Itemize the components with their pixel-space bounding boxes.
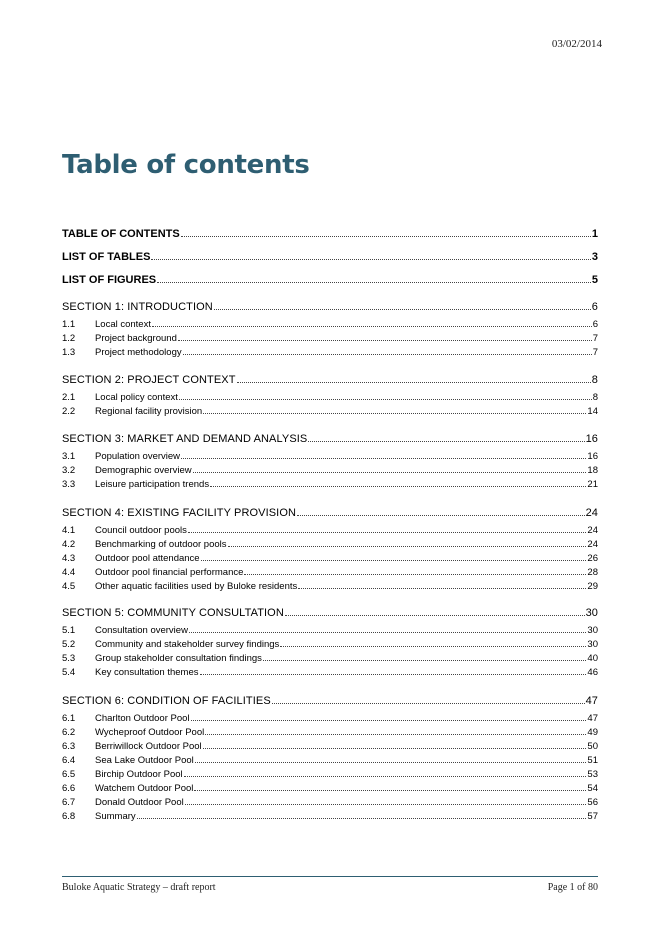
toc-subsection-text bbox=[62, 783, 193, 794]
toc-subsection-label: Sea Lake Outdoor Pool bbox=[95, 755, 194, 766]
toc-subsection-text bbox=[62, 625, 188, 636]
toc-subsection-label: Project background bbox=[95, 333, 177, 344]
toc-subsection-item[interactable] bbox=[62, 653, 598, 664]
toc-section-heading[interactable] bbox=[62, 607, 598, 619]
toc-subsection-item[interactable] bbox=[62, 713, 598, 724]
toc-section-heading[interactable] bbox=[62, 301, 598, 313]
toc-subsection-number: 1.3 bbox=[62, 347, 76, 358]
toc-subsection-page: 6 bbox=[592, 319, 598, 330]
dot-leader bbox=[228, 546, 587, 547]
toc-subsection-item[interactable] bbox=[62, 333, 598, 344]
toc-section-page: 24 bbox=[585, 507, 598, 519]
toc-subsection-text bbox=[62, 392, 178, 403]
toc-subsection-text bbox=[62, 811, 136, 822]
toc-section-heading[interactable] bbox=[62, 695, 598, 707]
toc-section-label: SECTION 4: EXISTING FACILITY PROVISION bbox=[62, 507, 297, 519]
toc-subsection-page: 46 bbox=[587, 667, 598, 678]
dot-leader bbox=[237, 382, 591, 383]
toc-subsection-label: Wycheproof Outdoor Pool bbox=[95, 727, 205, 738]
toc-subsection-item[interactable] bbox=[62, 667, 598, 678]
toc-subsection-text bbox=[62, 667, 199, 678]
toc-subsection-label: Watchem Outdoor Pool bbox=[95, 783, 194, 794]
toc-subsection-label: Berriwillock Outdoor Pool bbox=[95, 741, 202, 752]
toc-subsection-label: Benchmarking of outdoor pools bbox=[95, 539, 227, 550]
toc-subsection-text bbox=[62, 653, 262, 664]
toc-subsection-item[interactable] bbox=[62, 406, 598, 417]
dot-leader bbox=[137, 818, 587, 819]
toc-subsection-number: 3.3 bbox=[62, 479, 76, 490]
toc-subsection-number: 4.3 bbox=[62, 553, 76, 564]
dot-leader bbox=[308, 441, 584, 442]
toc-section-label: SECTION 6: CONDITION OF FACILITIES bbox=[62, 695, 271, 707]
dot-leader bbox=[200, 674, 587, 675]
toc-subsection-item[interactable] bbox=[62, 539, 598, 550]
toc-subsection-label: Local context bbox=[95, 319, 151, 330]
dot-leader bbox=[179, 399, 592, 400]
dot-leader bbox=[285, 615, 585, 616]
toc-subsection-number: 5.3 bbox=[62, 653, 76, 664]
footer-document-title: Buloke Aquatic Strategy – draft report bbox=[62, 882, 216, 893]
toc-subsection-number: 6.6 bbox=[62, 783, 76, 794]
toc-subsection-label: Regional facility provision bbox=[95, 406, 203, 417]
dot-leader bbox=[191, 720, 587, 721]
footer-page-number: Page 1 of 80 bbox=[547, 882, 598, 893]
toc-subsection-label: Group stakeholder consultation findings bbox=[95, 653, 262, 664]
toc-subsection-label: Demographic overview bbox=[95, 465, 192, 476]
dot-leader bbox=[152, 326, 592, 327]
toc-subsection-number: 4.5 bbox=[62, 581, 76, 592]
toc-subsection-page: 50 bbox=[587, 741, 598, 752]
toc-section-heading[interactable] bbox=[62, 374, 598, 386]
toc-subsection-text bbox=[62, 406, 202, 417]
toc-subsection-page: 47 bbox=[587, 713, 598, 724]
footer-divider bbox=[62, 876, 598, 877]
toc-subsection-number: 4.4 bbox=[62, 567, 76, 578]
toc-subsection-text bbox=[62, 347, 182, 358]
toc-entry-label: TABLE OF CONTENTS bbox=[62, 228, 180, 240]
dot-leader bbox=[151, 259, 590, 260]
toc-subsection-number: 2.1 bbox=[62, 392, 76, 403]
toc-entry-page: 5 bbox=[591, 274, 598, 286]
toc-subsection-number: 6.2 bbox=[62, 727, 76, 738]
toc-subsection-item[interactable] bbox=[62, 567, 598, 578]
toc-subsection-item[interactable] bbox=[62, 741, 598, 752]
toc-subsection-text bbox=[62, 465, 192, 476]
dot-leader bbox=[189, 632, 586, 633]
toc-subsection-item[interactable] bbox=[62, 319, 598, 330]
toc-subsection-text bbox=[62, 451, 180, 462]
toc-subsection-number: 5.4 bbox=[62, 667, 76, 678]
toc-subsection-page: 18 bbox=[587, 465, 598, 476]
toc-subsection-number: 1.2 bbox=[62, 333, 76, 344]
toc-subsection-number: 3.1 bbox=[62, 451, 76, 462]
toc-subsection-page: 57 bbox=[587, 811, 598, 822]
dot-leader bbox=[185, 804, 587, 805]
toc-subsection-text bbox=[62, 333, 177, 344]
dot-leader bbox=[263, 660, 587, 661]
toc-subsection-page: 7 bbox=[592, 333, 598, 344]
toc-subsection-text bbox=[62, 639, 279, 650]
toc-subsection-label: Population overview bbox=[95, 451, 181, 462]
toc-subsection-item[interactable] bbox=[62, 451, 598, 462]
toc-subsection-item[interactable] bbox=[62, 769, 598, 780]
toc-subsection-text bbox=[62, 581, 297, 592]
dot-leader bbox=[298, 588, 586, 589]
toc-subsection-number: 2.2 bbox=[62, 406, 76, 417]
toc-subsection-item[interactable] bbox=[62, 625, 598, 636]
toc-subsection-label: Other aquatic facilities used by Buloke residents bbox=[95, 581, 298, 592]
toc-subsection-text bbox=[62, 755, 194, 766]
toc-entry-label: LIST OF FIGURES bbox=[62, 274, 157, 286]
toc-subsection-item[interactable] bbox=[62, 755, 598, 766]
toc-subsection-text bbox=[62, 553, 200, 564]
dot-leader bbox=[183, 354, 592, 355]
toc-subsection-item[interactable] bbox=[62, 783, 598, 794]
toc-subsection-label: Outdoor pool financial performance bbox=[95, 567, 244, 578]
toc-subsection-label: Donald Outdoor Pool bbox=[95, 797, 184, 808]
toc-subsection-page: 54 bbox=[587, 783, 598, 794]
toc-subsection-page: 14 bbox=[587, 406, 598, 417]
toc-subsection-item[interactable] bbox=[62, 525, 598, 536]
toc-subsection-item[interactable] bbox=[62, 553, 598, 564]
toc-section-page: 47 bbox=[585, 695, 598, 707]
dot-leader bbox=[272, 703, 585, 704]
toc-subsection-label: Local policy context bbox=[95, 392, 178, 403]
dot-leader bbox=[184, 776, 587, 777]
toc-subsection-text bbox=[62, 797, 184, 808]
toc-subsection-text bbox=[62, 525, 187, 536]
toc-subsection-text bbox=[62, 539, 227, 550]
toc-entry-page: 3 bbox=[591, 251, 598, 263]
toc-subsection-item[interactable] bbox=[62, 581, 598, 592]
toc-subsection-page: 24 bbox=[587, 525, 598, 536]
toc-subsection-number: 6.1 bbox=[62, 713, 76, 724]
toc-subsection-label: Summary bbox=[95, 811, 136, 822]
toc-subsection-label: Birchip Outdoor Pool bbox=[95, 769, 183, 780]
header-date: 03/02/2014 bbox=[551, 38, 602, 50]
dot-leader bbox=[188, 532, 587, 533]
dot-leader bbox=[157, 282, 591, 283]
toc-subsection-label: Outdoor pool attendance bbox=[95, 553, 200, 564]
toc-subsection-label: Project methodology bbox=[95, 347, 182, 358]
dot-leader bbox=[193, 472, 587, 473]
toc-subsection-page: 24 bbox=[587, 539, 598, 550]
toc-subsection-page: 7 bbox=[592, 347, 598, 358]
toc-subsection-text bbox=[62, 479, 209, 490]
toc-entry-page: 1 bbox=[591, 228, 598, 240]
toc-subsection-page: 49 bbox=[587, 727, 598, 738]
toc-subsection-label: Leisure participation trends bbox=[95, 479, 210, 490]
toc-section-label: SECTION 1: INTRODUCTION bbox=[62, 301, 213, 313]
toc-top-entry[interactable] bbox=[62, 228, 598, 240]
toc-subsection-number: 4.1 bbox=[62, 525, 76, 536]
toc-subsection-text bbox=[62, 319, 151, 330]
toc-subsection-number: 1.1 bbox=[62, 319, 76, 330]
toc-subsection-item[interactable] bbox=[62, 797, 598, 808]
dot-leader bbox=[178, 340, 592, 341]
toc-subsection-number: 6.5 bbox=[62, 769, 76, 780]
dot-leader bbox=[214, 309, 591, 310]
dot-leader bbox=[195, 762, 587, 763]
toc-subsection-label: Charlton Outdoor Pool bbox=[95, 713, 190, 724]
dot-leader bbox=[201, 560, 587, 561]
toc-section-page: 30 bbox=[585, 607, 598, 619]
toc-subsection-page: 26 bbox=[587, 553, 598, 564]
toc-subsection-text bbox=[62, 741, 202, 752]
toc-subsection-label: Council outdoor pools bbox=[95, 525, 187, 536]
toc-subsection-label: Community and stakeholder survey findings bbox=[95, 639, 280, 650]
toc-subsection-text bbox=[62, 567, 243, 578]
dot-leader bbox=[203, 413, 586, 414]
toc-subsection-item[interactable] bbox=[62, 465, 598, 476]
toc-subsection-item[interactable] bbox=[62, 727, 598, 738]
toc-section-page: 16 bbox=[585, 433, 598, 445]
dot-leader bbox=[205, 734, 586, 735]
page-title: Table of contents bbox=[62, 150, 310, 180]
dot-leader bbox=[297, 515, 585, 516]
toc-subsection-number: 6.3 bbox=[62, 741, 76, 752]
toc-subsection-label: Key consultation themes bbox=[95, 667, 199, 678]
toc-subsection-number: 4.2 bbox=[62, 539, 76, 550]
toc-entry-label: LIST OF TABLES bbox=[62, 251, 151, 263]
toc-subsection-item[interactable] bbox=[62, 347, 598, 358]
toc-subsection-number: 5.2 bbox=[62, 639, 76, 650]
dot-leader bbox=[280, 646, 586, 647]
dot-leader bbox=[244, 574, 586, 575]
toc-subsection-number: 6.7 bbox=[62, 797, 76, 808]
toc-subsection-page: 51 bbox=[587, 755, 598, 766]
dot-leader bbox=[203, 748, 587, 749]
toc-section-label: SECTION 5: COMMUNITY CONSULTATION bbox=[62, 607, 284, 619]
toc-subsection-page: 16 bbox=[587, 451, 598, 462]
toc-subsection-page: 56 bbox=[587, 797, 598, 808]
toc-section-heading[interactable] bbox=[62, 507, 598, 519]
dot-leader bbox=[210, 486, 586, 487]
toc-subsection-page: 30 bbox=[587, 639, 598, 650]
toc-section-heading[interactable] bbox=[62, 433, 598, 445]
toc-subsection-item[interactable] bbox=[62, 811, 598, 822]
toc-section-label: SECTION 3: MARKET AND DEMAND ANALYSIS bbox=[62, 433, 308, 445]
toc-subsection-page: 53 bbox=[587, 769, 598, 780]
toc-subsection-text bbox=[62, 727, 204, 738]
toc-subsection-item[interactable] bbox=[62, 479, 598, 490]
toc-subsection-text bbox=[62, 769, 183, 780]
dot-leader bbox=[181, 236, 591, 237]
toc-subsection-number: 6.4 bbox=[62, 755, 76, 766]
toc-subsection-page: 40 bbox=[587, 653, 598, 664]
dot-leader bbox=[181, 458, 586, 459]
dot-leader bbox=[194, 790, 586, 791]
toc-subsection-item[interactable] bbox=[62, 639, 598, 650]
toc-section-page: 6 bbox=[591, 301, 598, 313]
toc-subsection-label: Consultation overview bbox=[95, 625, 188, 636]
toc-section-label: SECTION 2: PROJECT CONTEXT bbox=[62, 374, 236, 386]
toc-subsection-page: 30 bbox=[587, 625, 598, 636]
toc-top-entry[interactable] bbox=[62, 274, 598, 286]
toc-top-entry[interactable] bbox=[62, 251, 598, 263]
toc-section-page: 8 bbox=[591, 374, 598, 386]
toc-subsection-item[interactable] bbox=[62, 392, 598, 403]
toc-subsection-text bbox=[62, 713, 190, 724]
toc-subsection-number: 3.2 bbox=[62, 465, 76, 476]
toc-subsection-number: 5.1 bbox=[62, 625, 76, 636]
toc-subsection-page: 21 bbox=[587, 479, 598, 490]
toc-subsection-number: 6.8 bbox=[62, 811, 76, 822]
toc-subsection-page: 28 bbox=[587, 567, 598, 578]
toc-subsection-page: 8 bbox=[592, 392, 598, 403]
toc-subsection-page: 29 bbox=[587, 581, 598, 592]
